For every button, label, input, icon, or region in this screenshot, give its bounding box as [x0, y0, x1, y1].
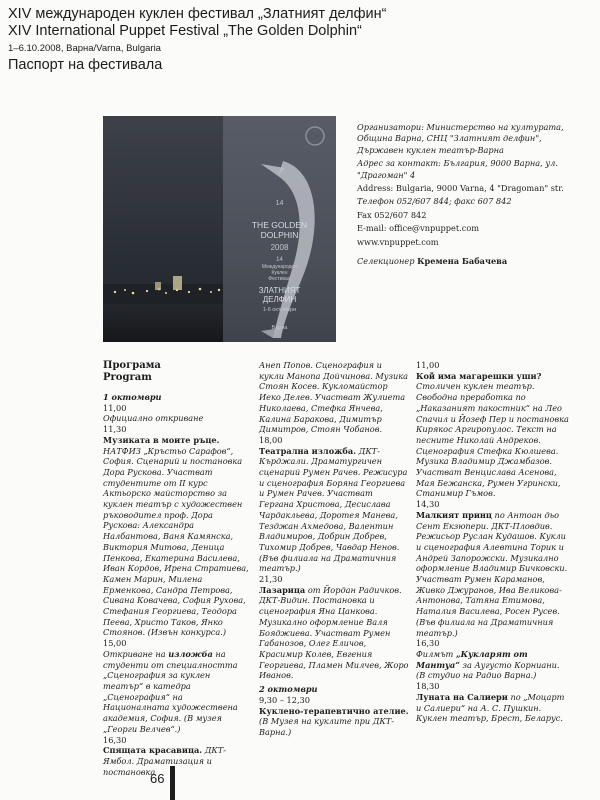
address-bg: Адрес за контакт: България, 9000 Варна, ул. "Драгоман" 4 [357, 158, 558, 180]
festival-dates: 1–6.10.2008, Варна/Varna, Bulgaria [8, 43, 161, 54]
event-description: по „Моцарт и Салиери“ на А. С. Пушкин. Куклен театър, Брест, Беларус. [416, 691, 565, 724]
poster-number: 14 [275, 200, 284, 207]
event-item [416, 371, 569, 499]
poster-bg-line2: Куклен [271, 270, 288, 276]
poster-year: 2008 [270, 243, 289, 252]
event-description: ДКТ-Ямбол. Драматизация и постановка [103, 745, 226, 777]
event-time: 11,30 [103, 424, 127, 435]
section-title: Паспорт на фестивала [8, 57, 163, 73]
program-column-2 [259, 360, 409, 738]
poster-bg-line1: Международен [261, 264, 298, 270]
event-title: Малкият принц [416, 509, 492, 520]
event-time: 11,00 [103, 402, 127, 413]
selector-label: Селекционер [357, 256, 415, 267]
page-marker-bar [170, 766, 175, 800]
event-time: 14,30 [416, 499, 440, 510]
event-item [259, 446, 409, 574]
event-title: Куклено-терапевтично ателие. [259, 705, 409, 716]
event-title: „Кукларят от Мантуа“ [416, 648, 528, 670]
event-time: 18,30 [416, 681, 440, 692]
poster-city: Варна [271, 325, 288, 331]
page-header [8, 6, 593, 73]
event-item [416, 510, 569, 638]
program-column-3 [416, 360, 569, 724]
organizers: Организатори: Министерство на културата, Община Варна, СНЦ "Златният делфин", Държавен куклен театър-Варна [357, 122, 564, 155]
day-heading: 2 октомври [259, 684, 318, 695]
poster-number-2: 14 [276, 257, 283, 263]
city-lights [103, 116, 223, 316]
event-title: Театрална изложба. [259, 445, 357, 456]
poster-title-line1: THE GOLDEN [251, 220, 308, 230]
event-opening: Официално откриване [103, 413, 204, 424]
event-time: 9,30 – 12,30 [259, 694, 310, 705]
email: E-mail: office@vnpuppet.com [357, 223, 480, 234]
title-bulgarian: XIV международен куклен фестивал „Златният делфин“ [8, 6, 387, 22]
event-title: изложба [168, 648, 213, 659]
event-description: по Антоан дьо Сент Екзюпери. ДКТ-Пловдив. Режисьор Руслан Кудашов. Кукли и сценография Алевтина Торик и Андрей Запорожски. Музикално оформление Владимир Бичковски. Участват Румен Караманов, Живко Джуранов, Ива Великова-Антонова, Татяна Етимова, Наталия Василева, Росен Русев. (Във филиала на Драматичния театър.) [416, 509, 568, 638]
event-time: 15,00 [103, 638, 127, 649]
event-description: ДКТ-Кърджали. Драматургичен сценарий Румен Рачев. Режисура и сценография Боряна Георгиева и Румен Рачев. Участват Гергана Христова, Десислава Чардакльева, Доротея Манева, Тезджан Ахмедова, Валентин Владимиров, Добрин Добрев, Тихомир Добрев, Чавдар Ненов. (Във филиала на Драматичния театър.) [259, 445, 408, 574]
festival-info [357, 122, 589, 269]
sea-reflection [103, 304, 223, 342]
event-item [259, 585, 409, 681]
event-description: от Йордан Радичков. ДКТ-Видин. Постановка и сценография Яна Цанкова. Музикално оформление Валя Бояджиева. Участват Румен Габанозов, Олег Еличов, Красимир Колев, Евгения Георгиева, Пламен Милчев, Жоро Иванов. [259, 584, 409, 681]
page-number: 66 [150, 771, 165, 786]
event-description: Филмът [416, 648, 456, 659]
event-time: 16,30 [416, 638, 440, 649]
event-time: 18,00 [259, 434, 283, 445]
event-item [259, 706, 409, 738]
event-item [416, 649, 569, 681]
poster-bg-title: ЗЛАТНИЯТ [258, 286, 301, 295]
selector-name: Кремена Бабачева [417, 256, 508, 267]
program-column-1 [103, 360, 251, 777]
event-description: за Аугусто Корниани. (В студио на Радио Варна.) [416, 659, 560, 681]
poster-title-line2: DOLPHIN [260, 230, 299, 240]
program-heading-en: Program [103, 372, 152, 383]
event-item [103, 435, 251, 638]
event-item [416, 692, 569, 724]
event-item [103, 649, 251, 735]
address-en: Address: Bulgaria, 9000 Varna, 4 "Dragoman" str. [357, 183, 564, 194]
selector [357, 256, 589, 267]
event-description: (В Музея на куклите при ДКТ-Варна.) [259, 716, 394, 737]
event-description: НАТФИЗ „Кръстьо Сарафов“, София. Сценарий и постановка Дора Рускова. Участват студентите от II курс Актьорско майсторство за куклен театър с художествен ръководител проф. Дора Рускова: Александра Налбантова, Ваня Камянска, Виктория Митова, Деница Пенкова, Екатерина Василева, Иван Кордов, Ирена Стратиева, Камен Марин, Милена Ерменкова, Сандра Петрова, Сивана Ковачева, София Рухова, Стефания Георгиева, Теодора Пеева, Христо Таков, Янко Стоянов. (Извън конкурса.) [103, 445, 249, 638]
event-item [103, 745, 251, 777]
website: www.vnpuppet.com [357, 236, 439, 247]
event-title: Лазарица [259, 584, 306, 595]
event-title: Луната на Салиери [416, 691, 508, 702]
poster-bg-line3: Фестивал [268, 276, 291, 282]
day-heading: 1 октомври [103, 392, 162, 402]
fax: Fax 052/607 842 [357, 209, 427, 220]
event-title: Спящата красавица. [103, 745, 203, 756]
event-description: Столичен куклен театър. Свободна преработка по „Наказаният пакостник“ на Лео Спачил и Йозеф Пер и постановка Кирякос Аргиропулос. Текст на песните Николай Андреков. Сценография Стефка Кюлшева. Музика Владимир Джамбазов. Участват Венцислава Асенова, Мая Бежанска, Румен Угрински, Станимир Гъмов. [416, 381, 569, 499]
event-time: 21,30 [259, 574, 283, 585]
poster-bg-title-2: ДЕЛФИН [262, 295, 297, 304]
poster-dates: 1-6 октомври [262, 307, 297, 313]
event-title: Музиката в моите ръце. [103, 434, 220, 445]
event-description: Анеп Попов. Сценография и кукли Манопа Дойчинова. Музика Стоян Косев. Кукломайстор Иеко Делев. Участват Жулиета Николаева, Стефка Янчева, Калина Баракова, Димитър Димитров, Стоян Чобанов. [259, 360, 409, 435]
phone: Телефон 052/607 844; факс 607 842 [357, 196, 512, 207]
event-time: 11,00 [416, 360, 440, 370]
event-title: Кой има магарешки уши? [416, 370, 542, 381]
program-heading-bg: Програма [103, 360, 161, 371]
festival-photo [103, 116, 336, 342]
title-english: XIV International Puppet Festival „The Golden Dolphin“ [8, 23, 362, 39]
event-description: Откриване на [103, 648, 169, 659]
event-description: на студенти от специалността „Сценография за куклен театър“ в катедра „Сценография“ на Националната художествена академия, София. (В музея „Георги Велчев“.) [103, 648, 238, 734]
event-time: 16,30 [103, 734, 127, 745]
program-heading [103, 360, 251, 384]
